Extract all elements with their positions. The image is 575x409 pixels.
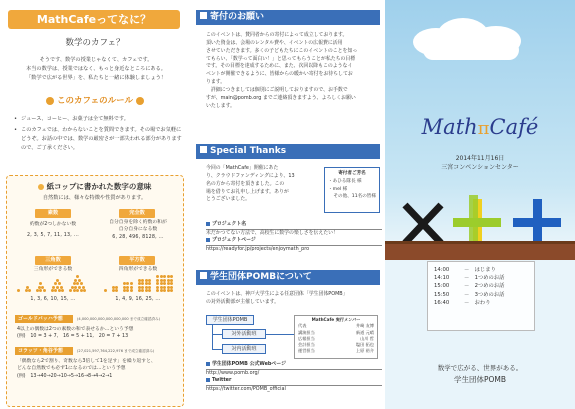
square-desc: 四角形ができる数 <box>118 267 158 272</box>
project-page-link[interactable]: https://readyfor.jp/projects/enjoymath_pro <box>206 245 382 254</box>
pattern-dot <box>51 289 54 292</box>
donation-line: です。その目標を達成するために、また、次回以降もこのようなイ <box>206 63 353 70</box>
donation-line: ります。 <box>206 79 226 86</box>
pattern-dot <box>58 289 61 292</box>
bullet-dot-icon <box>136 97 144 105</box>
plus-symbol-icon <box>513 199 561 247</box>
pattern-dot <box>39 289 42 292</box>
donation-line: てもらい、「数学って面白い！」と思ってもらうことが私たちの目標 <box>206 55 356 62</box>
panel-subtitle: 自然数には、様々な特徴や性質があります。 <box>42 195 147 201</box>
pattern-dot <box>163 286 166 289</box>
pattern-dot <box>167 289 170 292</box>
cloud-icon <box>423 40 519 60</box>
bullet-dot-icon <box>38 184 44 190</box>
schedule-box <box>427 261 535 331</box>
tagline: 数学で広がる、世界がある。 <box>437 364 523 372</box>
rules-title: このカフェのルール <box>57 96 133 106</box>
goldbach-heading: ゴールドバッハ予想 <box>15 315 73 323</box>
goldbach-note: (4,000,000,000,000,000,000 まで成立確認済み) <box>77 317 160 321</box>
pattern-dot <box>76 282 79 285</box>
intro-line: 本当の数学は、授業ではなく、もっと身近なところにある。 <box>26 66 166 73</box>
sponsor-line: その他、11名の皆様 <box>333 194 376 200</box>
pattern-dot <box>156 282 159 285</box>
donation-line: ベントが開催できるように、皆様からの暖かい寄付をお待ちしてお <box>206 71 353 78</box>
collatz-note: (27,021,597,764,222,976 まで成立確認済み) <box>77 349 155 353</box>
section-square-icon <box>200 12 207 19</box>
pattern-dot <box>123 289 126 292</box>
member-list <box>294 315 378 359</box>
rules-heading <box>0 96 190 107</box>
pattern-dot <box>156 289 159 292</box>
schedule-row: 16:40 － おわり <box>434 299 491 306</box>
pattern-dot <box>38 286 41 289</box>
collatz-line: どんな自然数でも必ず1になるのでは…という予想 <box>17 366 126 372</box>
pattern-dot <box>74 286 77 289</box>
pattern-dot <box>41 286 44 289</box>
pattern-dot <box>54 282 57 285</box>
pattern-dot <box>163 275 166 278</box>
pattern-dot <box>115 289 118 292</box>
pattern-dot <box>39 282 42 285</box>
organizer-name: 学生団体POMB <box>453 375 507 384</box>
pattern-dot <box>138 289 141 292</box>
collatz-heading: コラッツ・角谷予想 <box>15 347 73 355</box>
section-square-icon <box>200 146 207 153</box>
math-symbols-illustration <box>385 185 575 260</box>
pattern-dot <box>160 275 163 278</box>
web-link[interactable]: http://www.pomb.org/ <box>206 369 382 378</box>
donation-line: いたします。 <box>206 102 235 109</box>
panel-heading <box>7 182 182 192</box>
thanks-line: 場を借りてお礼申し上げます。ありが <box>206 188 289 195</box>
pattern-dot <box>145 279 148 282</box>
donation-line: 頂いた資金は、会場のレンタル費や、イベントの広報費に活用 <box>206 39 343 46</box>
org-root: 学生団体POMB <box>206 315 254 325</box>
pattern-dot <box>160 289 163 292</box>
schedule-row: 15:00 － 2つめのお話 <box>434 283 505 290</box>
pattern-dot <box>112 289 115 292</box>
schedule-row: 14:10 － 1つめのお話 <box>434 275 505 282</box>
pattern-dot <box>56 286 59 289</box>
square-numbers: 1, 4, 9, 16, 25, ... <box>115 297 161 302</box>
prime-desc: 約数が2つしかない数 <box>29 222 77 227</box>
donation-text <box>206 32 382 110</box>
section-square-icon <box>200 272 207 279</box>
org-child-internal: 対内活動班 <box>222 344 266 354</box>
pomb-heading <box>196 270 380 285</box>
pattern-dot <box>71 286 74 289</box>
twitter-link[interactable]: https://twitter.com/POMB_official <box>206 385 382 394</box>
schedule-row: 15:50 － 3つめのお話 <box>434 291 505 298</box>
project-name-label: プロジェクト名 <box>206 221 382 229</box>
sponsor-box <box>324 167 380 213</box>
pattern-dot <box>36 289 39 292</box>
pattern-dot <box>56 279 59 282</box>
rule-item: • このカフェでは、わからないことを質問できます。その場でお気軽にどうぞ。お話の中では、数学の厳密さが一部失われる部分がありますので、ご了承ください。 <box>14 126 182 153</box>
thanks-line: とうございました。 <box>206 196 251 203</box>
pattern-dot <box>130 282 133 285</box>
pattern-dot <box>148 279 151 282</box>
bullet-dot-icon <box>46 97 54 105</box>
sponsor-line: ・mel 様 <box>328 186 348 192</box>
member-row: 運営担当 上原 裕介 <box>298 348 374 354</box>
org-chart <box>206 315 382 360</box>
pattern-dot <box>78 279 81 282</box>
pattern-dot <box>156 286 159 289</box>
pattern-dot <box>156 275 159 278</box>
org-connector <box>212 334 222 335</box>
pattern-dot <box>156 279 159 282</box>
pattern-dot <box>58 282 61 285</box>
pattern-dot <box>145 282 148 285</box>
pattern-dot <box>61 289 64 292</box>
pattern-dot <box>138 286 141 289</box>
donation-line: このイベントは、賛同者からの寄付によって成立しております。 <box>206 32 348 38</box>
ground <box>385 243 575 260</box>
goldbach-line: 4以上の偶数は2つの素数の和で表せるか…という予想 <box>17 327 134 332</box>
pattern-dot <box>145 286 148 289</box>
collatz-example: (例) 13→40→20→10→5→16→8→4→2→1 <box>17 373 113 379</box>
perfect-numbers: 6, 28, 496, 8128, ... <box>112 235 164 240</box>
pattern-dot <box>141 279 144 282</box>
triangle-desc: 三角形ができる数 <box>33 267 73 272</box>
pattern-dot <box>145 289 148 292</box>
pattern-dot <box>160 282 163 285</box>
thanks-line: り、クラウドファンディングにより、13 <box>206 172 295 179</box>
prime-badge: 素数 <box>35 209 71 218</box>
triangle-dots <box>17 276 92 294</box>
member-row: 講演担当 新道 元晴 <box>298 329 374 335</box>
pomb-line: の対外活動部が主催しています。 <box>206 298 279 305</box>
pattern-dot <box>170 282 173 285</box>
donation-line: すが、main@pomb.org までご連絡頂きますよう、よろしくお願い <box>206 94 356 101</box>
member-row: 会計担当 塩田 拓也 <box>298 342 374 348</box>
multiply-symbol-icon <box>405 205 441 243</box>
collatz-line: 「偶数なら2で割り、奇数なら3倍して1を足す」を繰り返すと、 <box>17 359 156 364</box>
sponsor-title: 寄付者ご芳名 <box>338 171 366 176</box>
member-row: 広報担当 山川 哲 <box>298 335 374 341</box>
column-info <box>192 0 384 409</box>
pattern-dot <box>130 286 133 289</box>
donation-heading <box>196 10 380 25</box>
twitter-label: Twitter <box>206 377 382 385</box>
pattern-dot <box>28 289 31 292</box>
donation-line: させていただきます。多くの子どもたちにこのイベントのことを知っ <box>206 47 358 54</box>
pattern-dot <box>104 289 107 292</box>
pattern-dot <box>17 289 20 292</box>
goldbach-example: (例) 10 = 3 + 7, 16 = 5 + 11, 20 = 7 + 13 <box>17 334 129 340</box>
pattern-dot <box>78 286 81 289</box>
pomb-links <box>206 361 382 393</box>
thanks-heading <box>196 144 380 159</box>
thanks-line: 今回の「MathCafe」開催にあた <box>206 165 279 171</box>
donation-line: 詳細につきましては個別にご説明しておりますので、お手数で <box>206 86 348 93</box>
square-dots <box>104 276 179 294</box>
member-row: 代表 井﨑 友博 <box>298 323 374 329</box>
pattern-dot <box>73 289 76 292</box>
pattern-dot <box>167 275 170 278</box>
pattern-dot <box>170 275 173 278</box>
pattern-dot <box>26 286 29 289</box>
pattern-dot <box>126 289 129 292</box>
org-connector <box>212 349 222 350</box>
pattern-dot <box>170 279 173 282</box>
prime-numbers: 2, 3, 5, 7, 11, 13, ... <box>27 233 79 238</box>
section-square-icon <box>206 222 210 226</box>
project-info <box>206 221 382 253</box>
member-title: MathCafe 実行メンバー <box>311 317 361 322</box>
pattern-dot <box>73 282 76 285</box>
pattern-dot <box>163 279 166 282</box>
pattern-dot <box>43 289 46 292</box>
pattern-dot <box>148 286 151 289</box>
collatz-text <box>17 358 182 380</box>
pattern-dot <box>163 289 166 292</box>
mathcafe-logo: MathπCafé <box>421 115 539 139</box>
square-badge: 平方数 <box>119 256 155 265</box>
triangle-badge: 三角数 <box>35 256 71 265</box>
section-square-icon <box>206 362 210 366</box>
pomb-text <box>206 291 382 307</box>
schedule-row: 14:00 － はじまり <box>434 267 496 273</box>
perfect-badge: 完全数 <box>119 209 155 218</box>
pattern-dot <box>160 279 163 282</box>
rule-item: • ジュース、コーヒー、お菓子は全て無料です。 <box>14 115 182 124</box>
pattern-dot <box>25 289 28 292</box>
pattern-dot <box>60 286 63 289</box>
column-intro <box>0 0 190 409</box>
pattern-dot <box>148 282 151 285</box>
pattern-dot <box>76 275 79 278</box>
section-square-icon <box>206 378 210 382</box>
intro-subtitle: 数学のカフェ？ <box>65 38 125 48</box>
goldbach-text <box>17 326 182 341</box>
org-child-outreach: 対外活動班 <box>222 329 266 339</box>
web-label: 学生団体POMB 公式Webページ <box>206 361 382 369</box>
pattern-dot <box>141 289 144 292</box>
intro-line: そうです、数学の授業じゃなくて、カフェです。 <box>39 57 153 63</box>
project-name: 未だかつてない方法で、高校生に数学の楽しさを伝えたい！ <box>206 229 382 238</box>
intro-line: 「数学で広がる世界」を、私たちと一緒に体験しましょう！ <box>25 75 167 82</box>
pattern-dot <box>82 286 85 289</box>
pattern-dot <box>76 289 79 292</box>
pomb-line: このイベントは、神戸大学生による任意団体「学生団体POMB」 <box>206 291 348 297</box>
project-page-label: プロジェクトページ <box>206 237 382 245</box>
column-cover <box>385 0 575 409</box>
pattern-dot <box>141 286 144 289</box>
rules-list <box>14 115 182 154</box>
pattern-dot <box>167 286 170 289</box>
intro-header: MathCafeってなに？ <box>8 10 180 29</box>
triangle-numbers: 1, 3, 6, 10, 15, ... <box>30 297 76 302</box>
pattern-dot <box>80 289 83 292</box>
perfect-desc-2: 自分自身になる数 <box>118 227 158 232</box>
pattern-dot <box>54 289 57 292</box>
pomb-title: 学生団体POMBについて <box>210 272 312 282</box>
pattern-dot <box>148 289 151 292</box>
event-date: 2014年11月16日 <box>455 155 505 162</box>
pattern-dot <box>130 289 133 292</box>
pattern-dot <box>138 282 141 285</box>
number-meaning-panel <box>6 175 184 407</box>
panel-title: 紙コップに書かれた数字の意味 <box>46 182 152 191</box>
pattern-dot <box>69 289 72 292</box>
thanks-title: Special Thanks <box>210 146 287 156</box>
pattern-dot <box>170 289 173 292</box>
thanks-line: 名の方から寄付を頂きました。この <box>206 180 285 187</box>
pattern-dot <box>112 286 115 289</box>
pattern-dot <box>167 279 170 282</box>
donation-title: 寄付のお願い <box>210 12 265 22</box>
pattern-dot <box>74 279 77 282</box>
org-connector <box>212 325 213 350</box>
pattern-dot <box>163 282 166 285</box>
pattern-dot <box>80 282 83 285</box>
pattern-dot <box>52 286 55 289</box>
event-venue: 三宮コンベンションセンター <box>441 164 519 171</box>
pattern-dot <box>123 282 126 285</box>
pattern-dot <box>167 282 170 285</box>
pattern-dot <box>126 286 129 289</box>
intro-text <box>12 56 180 83</box>
pattern-dot <box>123 286 126 289</box>
sponsor-line: ・あひる隊長 様 <box>328 179 362 185</box>
pattern-dot <box>160 286 163 289</box>
pattern-dot <box>138 279 141 282</box>
pattern-dot <box>126 282 129 285</box>
perfect-desc-1: 自分自身を除く約数の和が <box>109 220 167 225</box>
pattern-dot <box>141 282 144 285</box>
pattern-dot <box>115 286 118 289</box>
thanks-text <box>206 165 318 204</box>
pattern-dot <box>83 289 86 292</box>
section-square-icon <box>206 238 210 242</box>
plus-symbol-icon <box>453 195 501 247</box>
pattern-dot <box>170 286 173 289</box>
org-connector <box>266 334 294 335</box>
